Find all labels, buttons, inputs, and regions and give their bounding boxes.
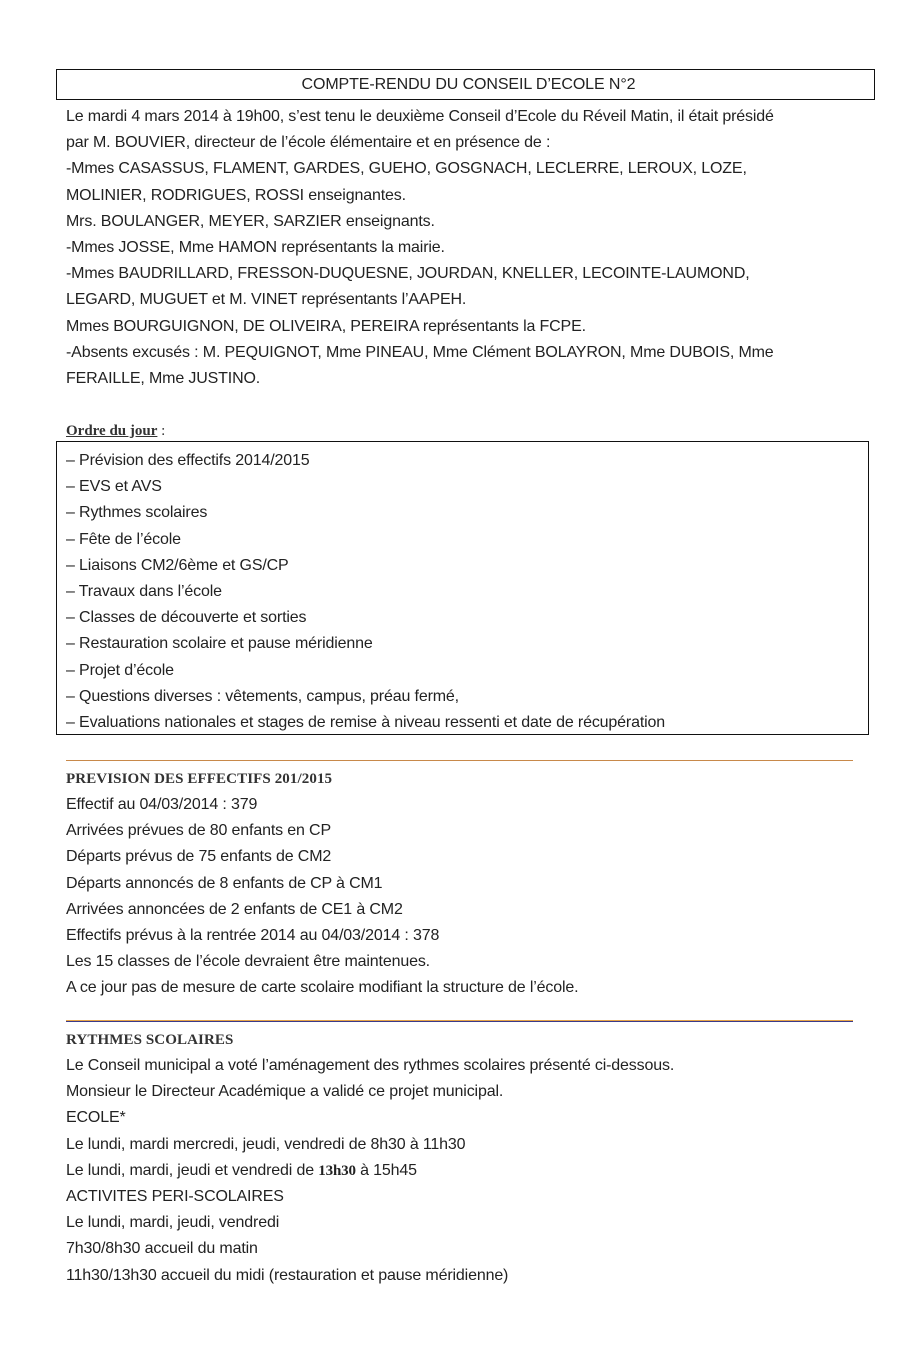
section-divider bbox=[66, 760, 853, 761]
afternoon-prefix: Le lundi, mardi, jeudi et vendredi de bbox=[66, 1161, 319, 1179]
section-line: 7h30/8h30 accueil du matin bbox=[66, 1240, 258, 1258]
agenda-item: – Travaux dans l’école bbox=[66, 583, 222, 601]
section-line: ECOLE* bbox=[66, 1109, 126, 1127]
section-line: Départs prévus de 75 enfants de CM2 bbox=[66, 848, 332, 866]
afternoon-suffix: à 15h45 bbox=[355, 1161, 417, 1179]
intro-line: Le mardi 4 mars 2014 à 19h00, s’est tenu le deuxième Conseil d’Ecole du Réveil Matin, il était présidé bbox=[66, 108, 774, 125]
section-line: ACTIVITES PERI-SCOLAIRES bbox=[66, 1188, 284, 1206]
section-line: Arrivées prévues de 80 enfants en CP bbox=[66, 822, 331, 840]
section-line: Le lundi, mardi, jeudi, vendredi bbox=[66, 1214, 280, 1232]
section-line: Monsieur le Directeur Académique a validé ce projet municipal. bbox=[66, 1083, 504, 1101]
section-heading: RYTHMES SCOLAIRES bbox=[66, 1032, 234, 1048]
agenda-label bbox=[66, 421, 165, 441]
intro-line: FERAILLE, Mme JUSTINO. bbox=[66, 370, 261, 388]
document-title: COMPTE-RENDU DU CONSEIL D’ECOLE N°2 bbox=[301, 76, 636, 93]
agenda-item: – Liaisons CM2/6ème et GS/CP bbox=[66, 556, 289, 574]
section-rythmes bbox=[66, 1027, 866, 1289]
agenda-item: – Rythmes scolaires bbox=[66, 504, 208, 522]
agenda-item: – EVS et AVS bbox=[66, 478, 162, 496]
document-title-box bbox=[56, 69, 875, 100]
section-line: Les 15 classes de l’école devraient être maintenues. bbox=[66, 953, 430, 971]
agenda-label-text: Ordre du jour bbox=[66, 423, 158, 439]
intro-line: -Mmes JOSSE, Mme HAMON représentants la mairie. bbox=[66, 239, 445, 257]
intro-line: -Absents excusés : M. PEQUIGNOT, Mme PINEAU, Mme Clément BOLAYRON, Mme DUBOIS, Mme bbox=[66, 343, 774, 361]
section-heading: PREVISION DES EFFECTIFS 201/2015 bbox=[66, 771, 333, 787]
intro-line: LEGARD, MUGUET et M. VINET représentants l’AAPEH. bbox=[66, 291, 467, 309]
section-line: Arrivées annoncées de 2 enfants de CE1 à CM2 bbox=[66, 900, 403, 918]
section-line: Départs annoncés de 8 enfants de CP à CM1 bbox=[66, 874, 383, 892]
agenda-box bbox=[56, 441, 869, 735]
agenda-item: – Questions diverses : vêtements, campus, préau fermé, bbox=[66, 687, 459, 705]
agenda-item: – Projet d’école bbox=[66, 661, 174, 679]
agenda-item: – Fête de l’école bbox=[66, 530, 181, 548]
intro-line: -Mmes CASASSUS, FLAMENT, GARDES, GUEHO, GOSGNACH, LECLERRE, LEROUX, LOZE, bbox=[66, 160, 747, 178]
section-line: 11h30/13h30 accueil du midi (restauration et pause méridienne) bbox=[66, 1266, 509, 1284]
agenda-item: – Restauration scolaire et pause méridienne bbox=[66, 635, 373, 653]
intro-line: Mrs. BOULANGER, MEYER, SARZIER enseignants. bbox=[66, 212, 435, 230]
agenda-label-colon: : bbox=[157, 423, 166, 439]
section-line: Le lundi, mardi mercredi, jeudi, vendredi de 8h30 à 11h30 bbox=[66, 1135, 466, 1153]
section-effectifs bbox=[66, 766, 866, 1002]
intro-line: -Mmes BAUDRILLARD, FRESSON-DUQUESNE, JOURDAN, KNELLER, LECOINTE-LAUMOND, bbox=[66, 265, 750, 283]
section-line: A ce jour pas de mesure de carte scolaire modifiant la structure de l’école. bbox=[66, 979, 579, 997]
intro-line: MOLINIER, RODRIGUES, ROSSI enseignantes. bbox=[66, 186, 406, 204]
agenda-item: – Classes de découverte et sorties bbox=[66, 609, 307, 627]
section-line: Effectifs prévus à la rentrée 2014 au 04/03/2014 : 378 bbox=[66, 927, 440, 945]
agenda-item: – Evaluations nationales et stages de remise à niveau ressenti et date de récupération bbox=[66, 714, 666, 732]
attendance-paragraph bbox=[66, 104, 866, 392]
agenda-list bbox=[66, 448, 665, 736]
intro-line: Mmes BOURGUIGNON, DE OLIVEIRA, PEREIRA représentants la FCPE. bbox=[66, 317, 586, 335]
section-line-afternoon bbox=[66, 1158, 866, 1184]
afternoon-start-time: 13h30 bbox=[318, 1162, 356, 1179]
section-line: Effectif au 04/03/2014 : 379 bbox=[66, 796, 258, 813]
intro-line: par M. BOUVIER, directeur de l’école élémentaire et en présence de : bbox=[66, 134, 551, 152]
agenda-item: – Prévision des effectifs 2014/2015 bbox=[66, 452, 310, 469]
section-line: Le Conseil municipal a voté l’aménagement des rythmes scolaires présenté ci-dessous. bbox=[66, 1057, 675, 1074]
section-divider bbox=[66, 1020, 853, 1022]
